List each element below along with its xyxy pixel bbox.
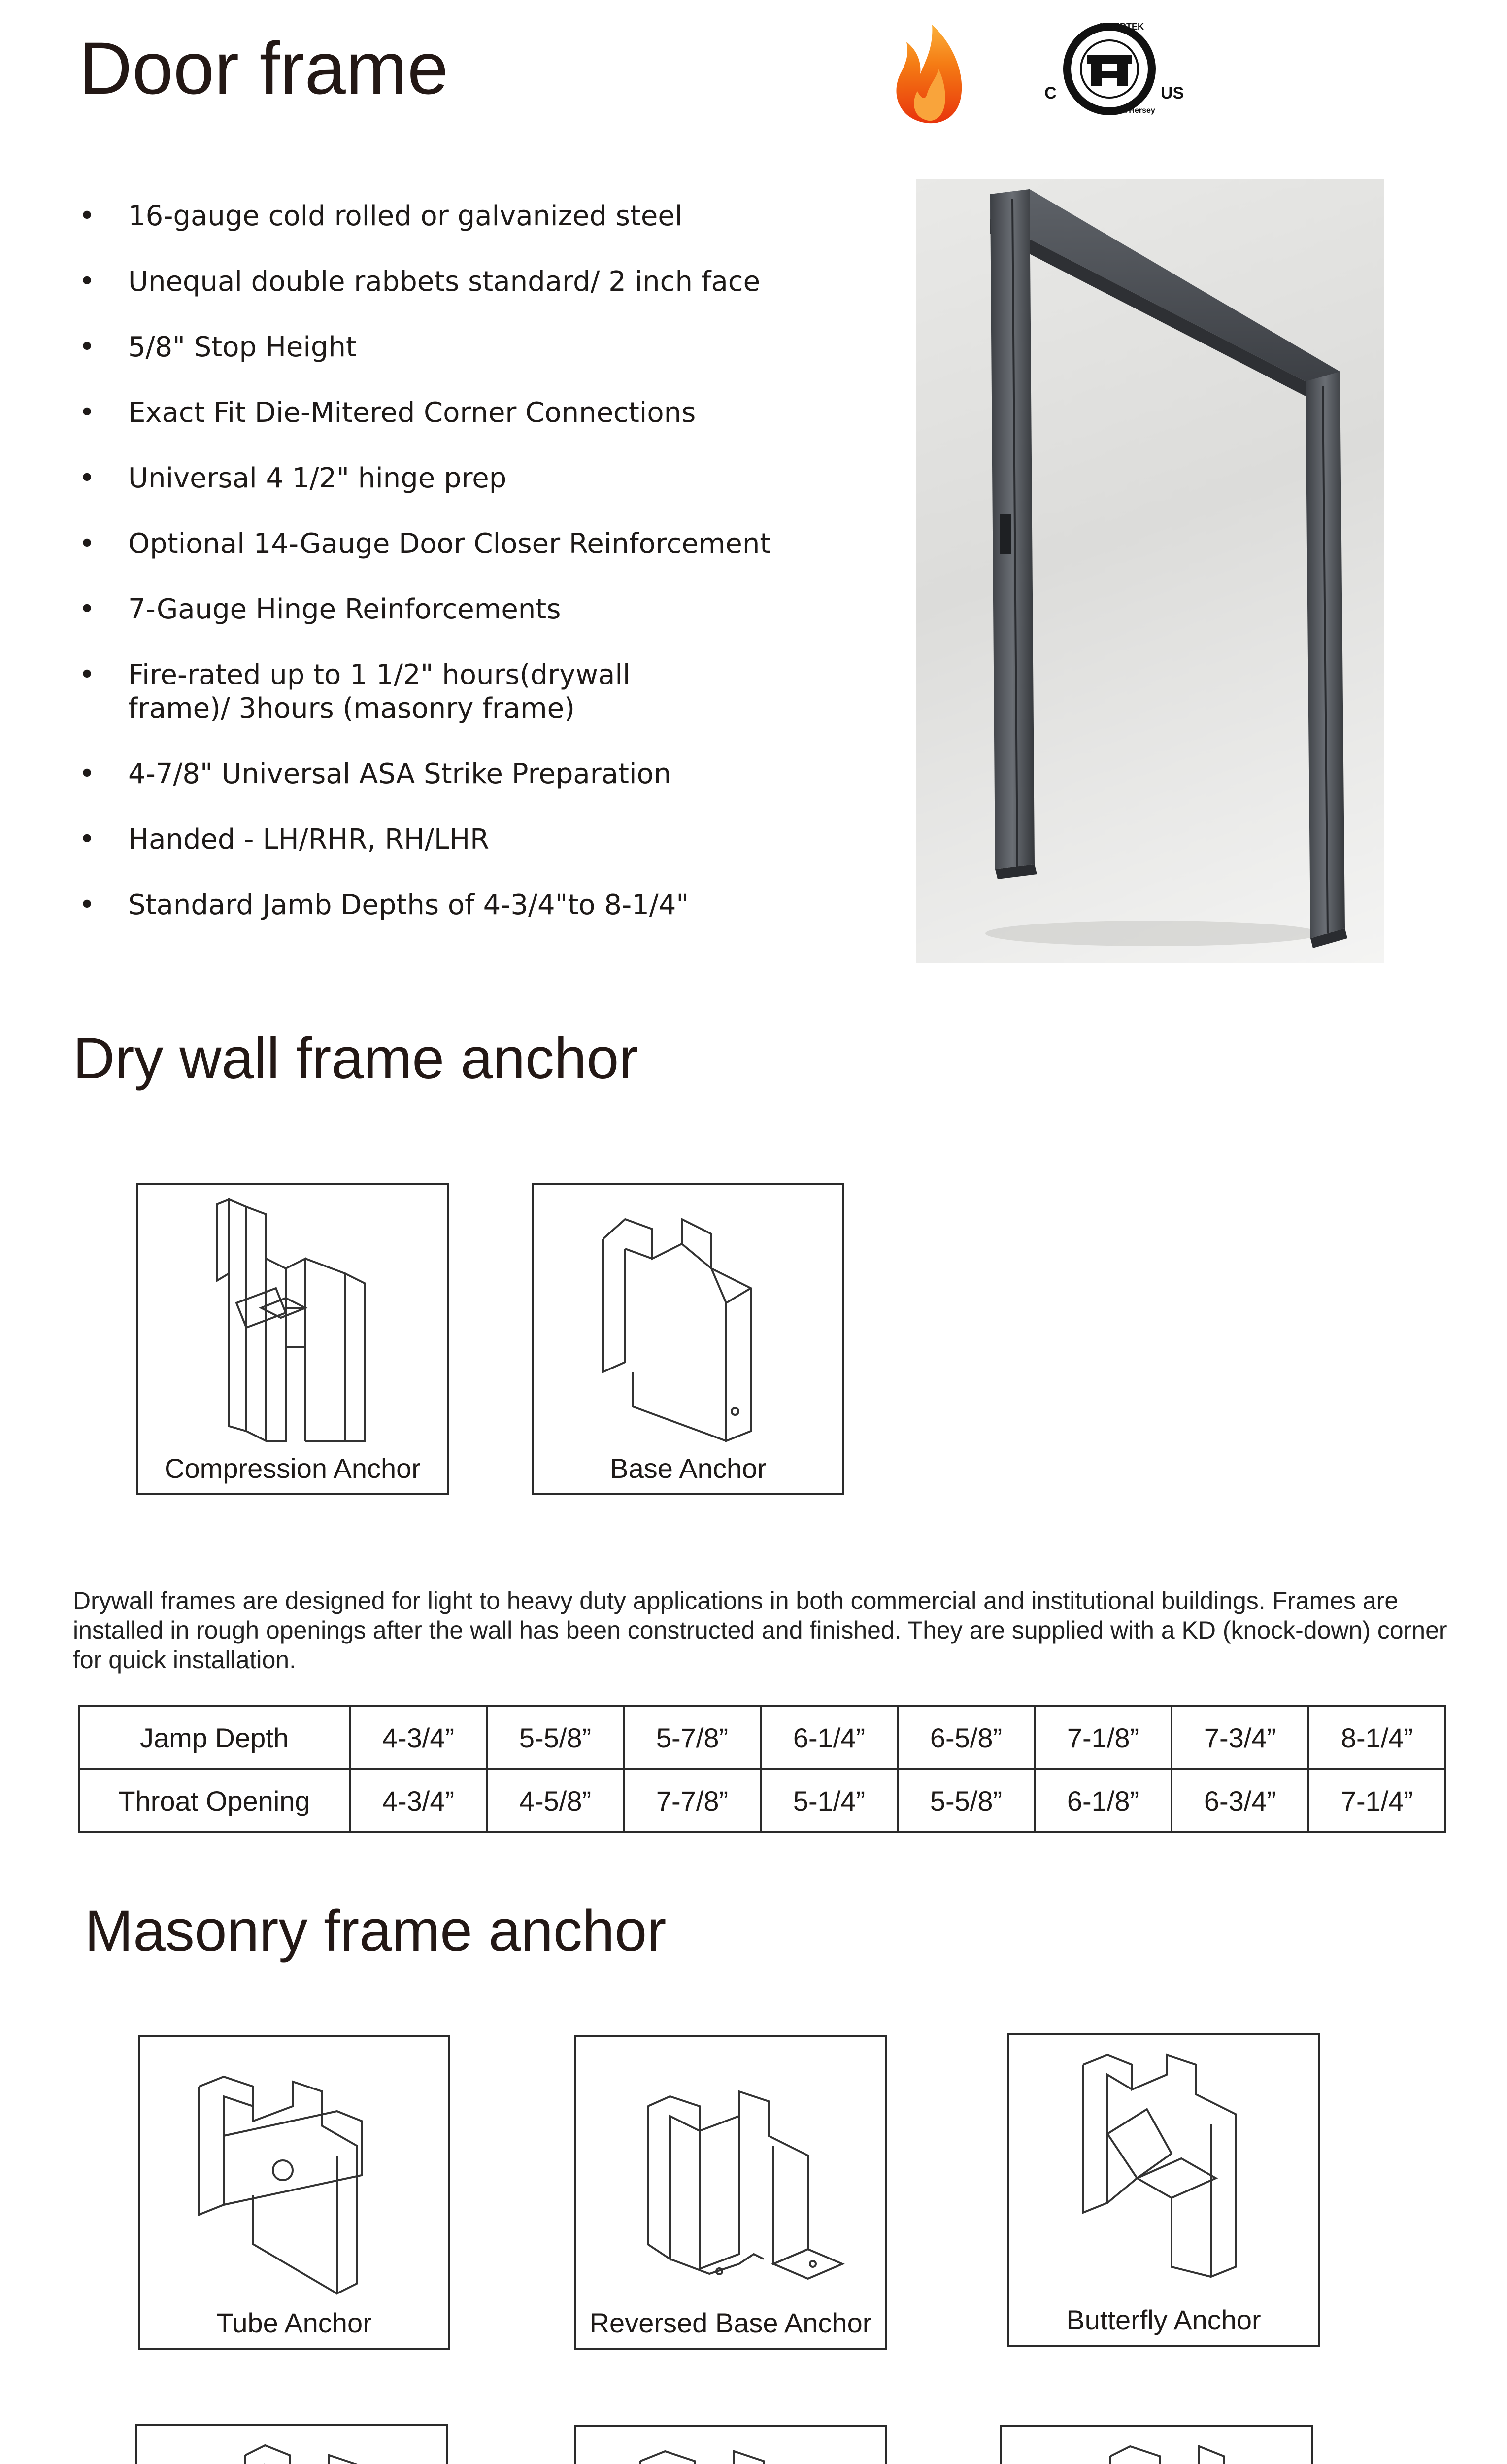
table-cell: 7-3/4” xyxy=(1172,1706,1308,1769)
certification-mark xyxy=(1044,20,1192,123)
table-cell: 5-7/8” xyxy=(624,1706,761,1769)
feature-item: • Standard Jamb Depths of 4-3/4"to 8-1/4" xyxy=(79,889,867,922)
floor-base-anchor-drawing xyxy=(576,2427,889,2464)
feature-list xyxy=(79,200,867,954)
table-cell: 4-3/4” xyxy=(350,1769,487,1832)
drywall-description: Drywall frames are designed for light to heavy duty applications in both commercial and institutional buildings. Frames are installed in rough openings after the wall has been constructed and finished. They are supplied with a KD (knock-down) corner for quick installation. xyxy=(73,1587,1447,1674)
floor-base-anchor-card xyxy=(574,2425,887,2464)
masonry-heading: Masonry frame anchor xyxy=(85,1898,667,1963)
table-cell: 6-1/8” xyxy=(1035,1769,1172,1832)
feature-item: • Exact Fit Die-Mitered Corner Connections xyxy=(79,396,867,430)
table-cell: 7-1/4” xyxy=(1308,1769,1445,1832)
table-cell: 6-3/4” xyxy=(1172,1769,1308,1832)
compression-anchor-drawing xyxy=(138,1185,451,1497)
table-cell: 4-3/4” xyxy=(350,1706,487,1769)
t-anchor-drawing xyxy=(1002,2427,1315,2464)
table-cell: 7-7/8” xyxy=(624,1769,761,1832)
flame-icon xyxy=(887,20,971,128)
feature-item: • Optional 14-Gauge Door Closer Reinforcement xyxy=(79,527,867,561)
reversed-base-anchor-card xyxy=(574,2035,887,2350)
page-title: Door frame xyxy=(79,27,449,109)
mark-right-text: US xyxy=(1161,84,1184,103)
anchor-caption: Compression Anchor xyxy=(165,1453,421,1484)
base-anchor-drawing xyxy=(534,1185,846,1497)
table-cell: 8-1/4” xyxy=(1308,1706,1445,1769)
feature-item: • Unequal double rabbets standard/ 2 inch face xyxy=(79,265,867,299)
anchor-caption: Base Anchor xyxy=(610,1453,767,1484)
wire-anchor-card xyxy=(135,2424,448,2464)
table-row xyxy=(79,1769,1445,1832)
door-frame-image xyxy=(916,179,1384,963)
butterfly-anchor-drawing xyxy=(1009,2035,1322,2349)
table-cell: 4-5/8” xyxy=(487,1769,624,1832)
butterfly-anchor-card xyxy=(1007,2033,1320,2347)
row-header: Throat Opening xyxy=(79,1769,350,1832)
compression-anchor-card xyxy=(136,1183,449,1495)
mark-left-text: C xyxy=(1044,84,1057,103)
reversed-base-anchor-drawing xyxy=(576,2037,889,2352)
base-anchor-card xyxy=(532,1183,844,1495)
anchor-caption: Tube Anchor xyxy=(216,2307,372,2338)
drywall-heading: Dry wall frame anchor xyxy=(73,1026,638,1091)
feature-item: • 7-Gauge Hinge Reinforcements xyxy=(79,593,867,626)
wire-anchor-drawing xyxy=(137,2426,450,2464)
anchor-caption: Butterfly Anchor xyxy=(1066,2304,1261,2335)
mark-top-text: INTERTEK xyxy=(1100,22,1144,32)
feature-item: • Universal 4 1/2" hinge prep xyxy=(79,462,867,495)
tube-anchor-drawing xyxy=(140,2037,452,2352)
t-anchor-card xyxy=(1000,2425,1313,2464)
feature-item: • 5/8" Stop Height xyxy=(79,331,867,364)
drywall-spec-table xyxy=(78,1705,1446,1833)
anchor-caption: Reversed Base Anchor xyxy=(589,2307,872,2338)
table-cell: 5-5/8” xyxy=(487,1706,624,1769)
feature-item: • Handed - LH/RHR, RH/LHR xyxy=(79,823,867,856)
table-cell: 6-1/4” xyxy=(761,1706,898,1769)
feature-item: • 16-gauge cold rolled or galvanized steel xyxy=(79,200,867,233)
table-cell: 7-1/8” xyxy=(1035,1706,1172,1769)
feature-item: • Fire-rated up to 1 1/2" hours(drywall frame)/ 3hours (masonry frame) xyxy=(79,658,719,725)
feature-item: • 4-7/8" Universal ASA Strike Preparation xyxy=(79,757,867,791)
table-cell: 5-5/8” xyxy=(898,1769,1035,1832)
table-cell: 5-1/4” xyxy=(761,1769,898,1832)
row-header: Jamp Depth xyxy=(79,1706,350,1769)
mark-bottom-text: Warnock Hersey xyxy=(1094,106,1155,115)
tube-anchor-card xyxy=(138,2035,450,2350)
table-cell: 6-5/8” xyxy=(898,1706,1035,1769)
table-row xyxy=(79,1706,1445,1769)
